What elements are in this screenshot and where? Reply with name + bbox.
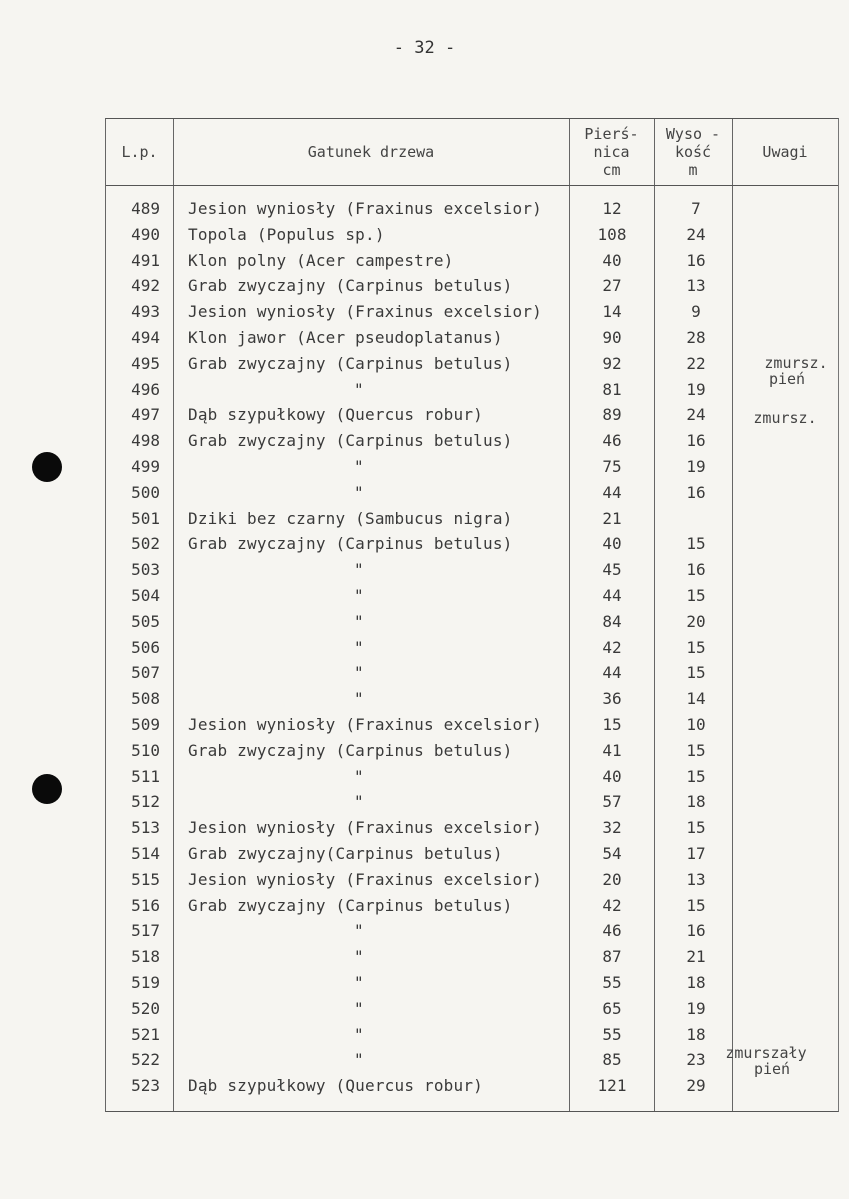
lp-cell: 490 [131,224,160,244]
table-row [106,380,838,406]
species-cell: Jesion wyniosły (Fraxinus excelsior) [188,199,542,218]
lp-cell: 512 [131,792,160,812]
species-cell: " [354,973,364,992]
height-cell: 15 [686,586,706,605]
species-cell: " [354,1024,364,1044]
girth-cell: 42 [602,895,622,915]
girth-cell: 45 [602,560,622,580]
girth-cell: 75 [602,457,622,476]
remark-522-line2: pień [753,1060,791,1078]
lp-cell: 489 [131,199,160,218]
girth-cell: 90 [602,328,622,347]
table-row [106,225,838,251]
height-cell: 16 [686,250,706,270]
girth-cell: 40 [602,250,622,270]
table-row [106,276,838,302]
species-cell: " [354,792,364,812]
height-cell: 15 [686,895,706,915]
species-cell: " [354,586,364,605]
lp-cell: 506 [131,637,160,657]
height-cell: 16 [686,560,706,580]
table-row [106,405,838,431]
lp-cell: 504 [131,586,160,605]
height-cell: 14 [686,689,706,709]
girth-cell: 54 [602,844,622,863]
lp-cell: 497 [131,405,160,425]
lp-cell: 507 [131,663,160,683]
height-cell: 19 [686,998,706,1018]
height-cell: 15 [686,740,706,760]
girth-cell: 84 [602,611,622,631]
species-cell: " [354,921,364,941]
table-row [106,921,838,947]
girth-cell: 27 [602,276,622,296]
table-row [106,844,838,870]
lp-cell: 503 [131,560,160,580]
girth-cell: 87 [602,947,622,967]
height-cell: 24 [686,224,706,244]
header-height-line1: Wyso - [665,125,721,143]
table-row [106,302,838,328]
table-row [106,947,838,973]
species-cell: Grab zwyczajny(Carpinus betulus) [188,844,503,863]
header-divider [106,185,838,186]
height-cell: 16 [686,431,706,451]
lp-cell: 499 [131,457,160,476]
table-row [106,251,838,277]
height-cell: 21 [686,947,706,967]
lp-cell: 519 [131,973,160,992]
height-cell: 15 [686,534,706,554]
header-height-line3: m [688,161,698,179]
page-number: - 32 - [393,38,456,58]
species-cell: Grab zwyczajny (Carpinus betulus) [188,534,513,554]
table-row [106,792,838,818]
girth-cell: 57 [602,792,622,812]
species-cell: Grab zwyczajny (Carpinus betulus) [188,740,513,760]
lp-cell: 518 [131,947,160,967]
species-cell: " [354,457,364,476]
height-cell: 16 [686,482,706,502]
lp-cell: 505 [131,611,160,631]
lp-cell: 496 [131,379,160,399]
table-row [106,973,838,999]
table-row [106,663,838,689]
species-cell: Jesion wyniosły (Fraxinus excelsior) [188,869,542,889]
table-row [106,715,838,741]
height-cell: 18 [686,792,706,812]
table-row [106,586,838,612]
lp-cell: 494 [131,328,160,347]
height-cell: 18 [686,973,706,992]
species-cell: Jesion wyniosły (Fraxinus excelsior) [188,302,542,322]
species-cell: Dziki bez czarny (Sambucus nigra) [188,508,513,528]
lp-cell: 492 [131,276,160,296]
remark-522-line1: zmurszały [725,1044,807,1062]
table-row [106,767,838,793]
remark-497: zmursz. [753,409,817,427]
species-cell: Jesion wyniosły (Fraxinus excelsior) [188,715,542,734]
lp-cell: 521 [131,1024,160,1044]
lp-cell: 491 [131,250,160,270]
lp-cell: 495 [131,353,160,373]
table-row [106,354,838,380]
lp-cell: 493 [131,302,160,322]
height-cell: 7 [691,199,701,218]
height-cell: 17 [686,844,706,863]
girth-cell: 40 [602,534,622,554]
lp-cell: 516 [131,895,160,915]
species-cell: Grab zwyczajny (Carpinus betulus) [188,431,513,451]
header-remarks: Uwagi [762,143,808,161]
table-row [106,999,838,1025]
species-cell: Klon polny (Acer campestre) [188,250,454,270]
species-cell: Jesion wyniosły (Fraxinus excelsior) [188,818,542,838]
table-row [106,534,838,560]
species-cell: " [354,637,364,657]
height-cell: 24 [686,405,706,425]
lp-cell: 510 [131,740,160,760]
table-row [106,199,838,225]
girth-cell: 65 [602,998,622,1018]
table-row [106,483,838,509]
height-cell: 15 [686,663,706,683]
lp-cell: 509 [131,715,160,734]
height-cell: 9 [691,302,701,322]
girth-cell: 41 [602,740,622,760]
table-row [106,509,838,535]
punch-hole [32,774,62,804]
girth-cell: 12 [602,199,622,218]
header-girth [569,119,654,185]
height-cell: 29 [686,1076,706,1096]
girth-cell: 55 [602,973,622,992]
height-cell: 15 [686,637,706,657]
girth-cell: 40 [602,766,622,786]
species-cell: " [354,379,364,399]
height-cell: 23 [686,1050,706,1070]
girth-cell: 89 [602,405,622,425]
header-species: Gatunek drzewa [307,143,435,161]
species-cell: " [354,947,364,967]
girth-cell: 44 [602,482,622,502]
species-cell: " [354,689,364,709]
height-cell: 13 [686,276,706,296]
girth-cell: 42 [602,637,622,657]
species-cell: Grab zwyczajny (Carpinus betulus) [188,276,513,296]
girth-cell: 55 [602,1024,622,1044]
table-row [106,638,838,664]
height-cell: 28 [686,328,706,347]
header-girth-line1: Pierś- [584,125,639,143]
species-cell: " [354,560,364,580]
lp-cell: 501 [131,508,160,528]
species-cell: Dąb szypułkowy (Quercus robur) [188,1076,483,1096]
remark-495-line1: zmursz. [764,354,828,372]
species-cell: " [354,611,364,631]
table-row [106,896,838,922]
girth-cell: 14 [602,302,622,322]
header-girth-line3: cm [602,161,621,179]
lp-cell: 522 [131,1050,160,1070]
table-row [106,818,838,844]
header-lp: L.p. [121,143,158,161]
species-cell: " [354,663,364,683]
height-cell: 19 [686,457,706,476]
girth-cell: 81 [602,379,622,399]
height-cell: 22 [686,353,706,373]
girth-cell: 44 [602,586,622,605]
height-cell: 19 [686,379,706,399]
height-cell: 20 [686,611,706,631]
species-cell: " [354,482,364,502]
table-row [106,689,838,715]
table-row [106,612,838,638]
header-height-line2: kość [674,143,712,161]
remark-495 [732,355,838,387]
lp-cell: 515 [131,869,160,889]
girth-cell: 108 [597,224,627,244]
lp-cell: 523 [131,1076,160,1096]
girth-cell: 46 [602,921,622,941]
girth-cell: 36 [602,689,622,709]
girth-cell: 32 [602,818,622,838]
species-cell: Grab zwyczajny (Carpinus betulus) [188,895,513,915]
height-cell: 15 [686,766,706,786]
species-cell: " [354,1050,364,1070]
table-row [106,1076,838,1102]
header-girth-line2: nica [593,143,630,161]
species-cell: Grab zwyczajny (Carpinus betulus) [188,353,513,373]
species-cell: Klon jawor (Acer pseudoplatanus) [188,328,503,347]
lp-cell: 517 [131,921,160,941]
table-row [106,431,838,457]
lp-cell: 502 [131,534,160,554]
height-cell: 16 [686,921,706,941]
height-cell: 18 [686,1024,706,1044]
girth-cell: 21 [602,508,622,528]
height-cell: 10 [686,715,706,734]
remark-522 [710,1045,822,1077]
girth-cell: 44 [602,663,622,683]
lp-cell: 500 [131,482,160,502]
lp-cell: 508 [131,689,160,709]
species-cell: " [354,766,364,786]
remark-495-line2: pień [768,370,806,388]
species-cell: " [354,998,364,1018]
table-row [106,741,838,767]
girth-cell: 92 [602,353,622,373]
table-row [106,457,838,483]
lp-cell: 511 [131,766,160,786]
table-row [106,560,838,586]
header-height [654,119,732,185]
girth-cell: 121 [597,1076,627,1096]
girth-cell: 15 [602,715,622,734]
table-row [106,870,838,896]
lp-cell: 513 [131,818,160,838]
girth-cell: 20 [602,869,622,889]
punch-hole [32,452,62,482]
height-cell: 13 [686,869,706,889]
girth-cell: 85 [602,1050,622,1070]
lp-cell: 520 [131,998,160,1018]
lp-cell: 514 [131,844,160,863]
tree-inventory-table [105,118,839,1112]
height-cell: 15 [686,818,706,838]
species-cell: Topola (Populus sp.) [188,224,385,244]
table-row [106,328,838,354]
girth-cell: 46 [602,431,622,451]
species-cell: Dąb szypułkowy (Quercus robur) [188,405,483,425]
lp-cell: 498 [131,431,160,451]
